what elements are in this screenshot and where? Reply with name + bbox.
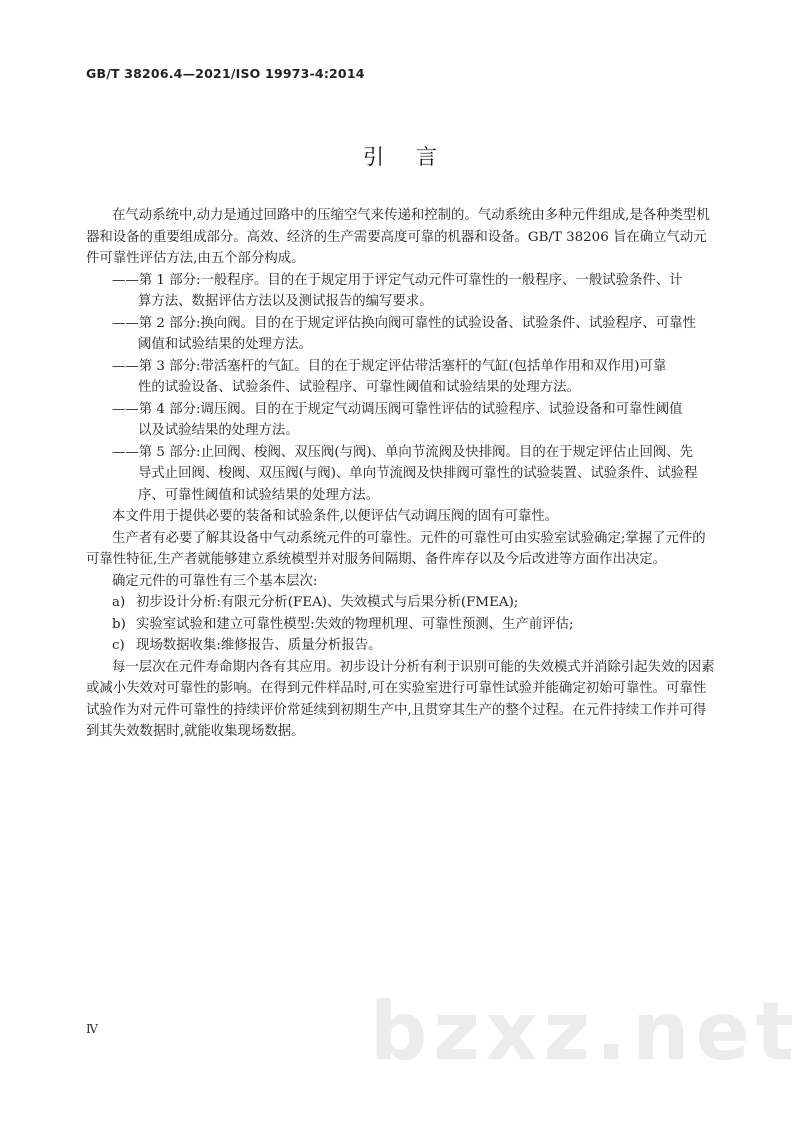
purpose-paragraph: 本文件用于提供必要的装备和试验条件,以便评估气动调压阀的固有可靠性。 (112, 509, 559, 524)
watermark: bzxz.net (370, 985, 800, 1078)
level-marker: b) (112, 616, 126, 632)
part-item (86, 313, 716, 356)
levels-intro: 确定元件的可靠性有三个基本层次: (112, 573, 318, 589)
part-item-continuation: 阈值和试验结果的处理方法。 (138, 337, 313, 352)
standard-code-header: GB/T 38206.4—2021/ISO 19973-4:2014 (86, 66, 365, 81)
part-item-continuation: 导式止回阀、梭阀、双压阀(与阀)、单向节流阀及快排阀可靠性的试验装置、试验条件、试验程序、可靠性阈值和试验结果的处理方法。 (138, 466, 698, 503)
part-item (86, 442, 716, 507)
part-item (86, 270, 716, 313)
level-item (86, 614, 716, 636)
document-body (86, 205, 716, 743)
level-text: 现场数据收集:维修报告、质量分析报告。 (136, 638, 382, 653)
level-item (86, 592, 716, 614)
intro-paragraph: 在气动系统中,动力是通过回路中的压缩空气来传递和控制的。气动系统由多种元件组成,是各种类型机器和设备的重要组成部分。高效、经济的生产需要高度可靠的机器和设备。GB/T 38206 旨在确立气动元件可靠性评估方法,由五个部分构成。 (86, 208, 710, 266)
part-item-continuation: 算方法、数据评估方法以及测试报告的编写要求。 (138, 294, 433, 309)
part-item-line: ——第 4 部分:调压阀。目的在于规定气动调压阀可靠性评估的试验程序、试验设备和可靠性阈值 (112, 401, 683, 417)
closing-paragraph: 每一层次在元件寿命期内各有其应用。初步设计分析有利于识别可能的失效模式并消除引起失效的因素或减小失效对可靠性的影响。在得到元件样品时,可在实验室进行可靠性试验并能确定初始可靠性。可靠性试验作为对元件可靠性的持续评价常延续到初期生产中,且贯穿其生产的整个过程。在元件持续工作并可得到其失效数据时,就能收集现场数据。 (86, 659, 715, 739)
level-item (86, 635, 716, 657)
page-title: 引言 (363, 145, 469, 169)
part-item-line: ——第 5 部分:止回阀、梭阀、双压阀(与阀)、单向节流阀及快排阀。目的在于规定评估止回阀、先 (112, 444, 694, 460)
producer-paragraph: 生产者有必要了解其设备中气动系统元件的可靠性。元件的可靠性可由实验室试验确定;掌握了元件的可靠性特征,生产者就能够建立系统模型并对服务间隔期、备件库存以及今后改进等方面作出决定。 (86, 530, 706, 567)
level-text: 初步设计分析:有限元分析(FEA)、失效模式与后果分析(FMEA); (136, 595, 519, 610)
part-item-line: ——第 1 部分:一般程序。目的在于规定用于评定气动元件可靠性的一般程序、一般试验条件、计 (112, 272, 683, 288)
part-item-continuation: 以及试验结果的处理方法。 (138, 423, 299, 438)
level-text: 实验室试验和建立可靠性模型:失效的物理机理、可靠性预测、生产前评估; (136, 616, 574, 632)
part-item-line: ——第 2 部分:换向阀。目的在于规定评估换向阀可靠性的试验设备、试验条件、试验程序、可靠性 (112, 315, 696, 331)
part-item-line: ——第 3 部分:带活塞杆的气缸。目的在于规定评估带活塞杆的气缸(包括单作用和双作用)可靠 (112, 358, 667, 374)
level-marker: a) (112, 595, 126, 610)
page-number: Ⅳ (86, 1022, 98, 1036)
level-marker: c) (112, 638, 125, 653)
part-item (86, 356, 716, 399)
part-item (86, 399, 716, 442)
part-item-continuation: 性的试验设备、试验条件、试验程序、可靠性阈值和试验结果的处理方法。 (138, 380, 580, 395)
